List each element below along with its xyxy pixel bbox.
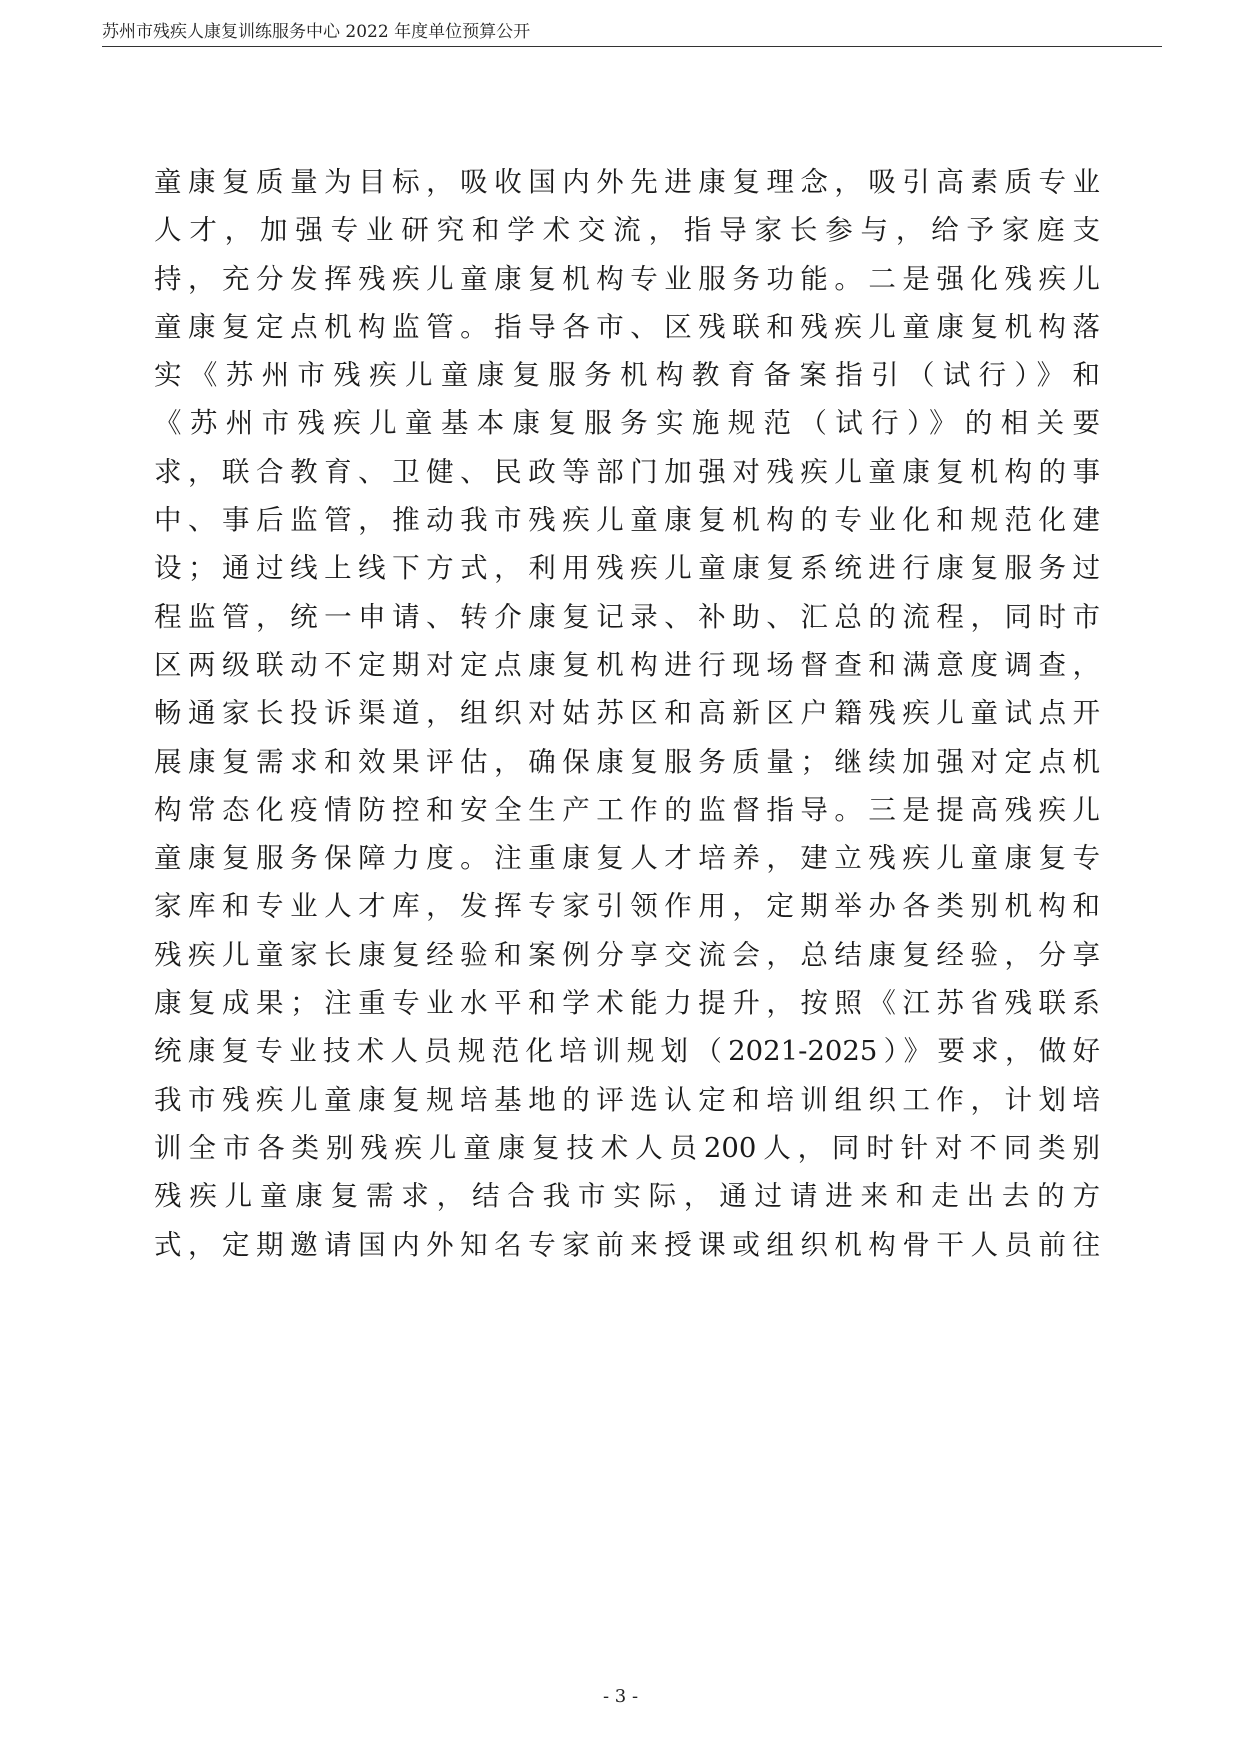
body-line: 童康复质量为目标，吸收国内外先进康复理念，吸引高素质专业 [154, 166, 1100, 198]
body-text [154, 158, 1100, 1269]
body-line: 《苏州市残疾儿童基本康复服务实施规范（试行）》的相关要 [154, 407, 1100, 440]
body-line: 人才，加强专业研究和学术交流，指导家长参与，给予家庭支 [154, 214, 1100, 247]
body-line: 训全市各类别残疾儿童康复技术人员200人，同时针对不同类别 [154, 1131, 1100, 1164]
body-line: 童康复定点机构监管。指导各市、区残联和残疾儿童康复机构落 [154, 310, 1100, 343]
body-line: 实《苏州市残疾儿童康复服务机构教育备案指引（试行）》和 [154, 359, 1100, 392]
body-line: 童康复服务保障力度。注重康复人才培养，建立残疾儿童康复专 [154, 842, 1100, 875]
header-title: 苏州市残疾人康复训练服务中心 2022 年度单位预算公开 [102, 22, 531, 42]
body-line: 残疾儿童家长康复经验和案例分享交流会，总结康复经验，分享 [154, 938, 1100, 971]
body-line: 式，定期邀请国内外知名专家前来授课或组织机构骨干人员前往 [154, 1228, 1100, 1261]
body-line: 设；通过线上线下方式，利用残疾儿童康复系统进行康复服务过 [154, 552, 1100, 585]
body-line: 求，联合教育、卫健、民政等部门加强对残疾儿童康复机构的事 [154, 455, 1100, 488]
body-line: 康复成果；注重专业水平和学术能力提升，按照《江苏省残联系 [154, 987, 1100, 1020]
body-line: 畅通家长投诉渠道，组织对姑苏区和高新区户籍残疾儿童试点开 [154, 697, 1100, 730]
page-number: - 3 - [602, 1686, 639, 1707]
body-line: 我市残疾儿童康复规培基地的评选认定和培训组织工作，计划培 [154, 1083, 1100, 1116]
body-line: 区两级联动不定期对定点康复机构进行现场督查和满意度调查， [154, 648, 1100, 681]
page-header [102, 22, 1162, 47]
body-line: 统康复专业技术人员规范化培训规划（2021-2025）》要求，做好 [154, 1035, 1100, 1068]
body-line: 家库和专业人才库，发挥专家引领作用，定期举办各类别机构和 [154, 890, 1100, 923]
body-line: 展康复需求和效果评估，确保康复服务质量；继续加强对定点机 [154, 745, 1100, 778]
body-line: 残疾儿童康复需求，结合我市实际，通过请进来和走出去的方 [154, 1180, 1100, 1213]
body-line: 程监管，统一申请、转介康复记录、补助、汇总的流程，同时市 [154, 600, 1100, 633]
body-line: 中、事后监管，推动我市残疾儿童康复机构的专业化和规范化建 [154, 504, 1100, 537]
body-line: 持，充分发挥残疾儿童康复机构专业服务功能。二是强化残疾儿 [154, 262, 1100, 295]
body-line: 构常态化疫情防控和安全生产工作的监督指导。三是提高残疾儿 [154, 793, 1100, 826]
